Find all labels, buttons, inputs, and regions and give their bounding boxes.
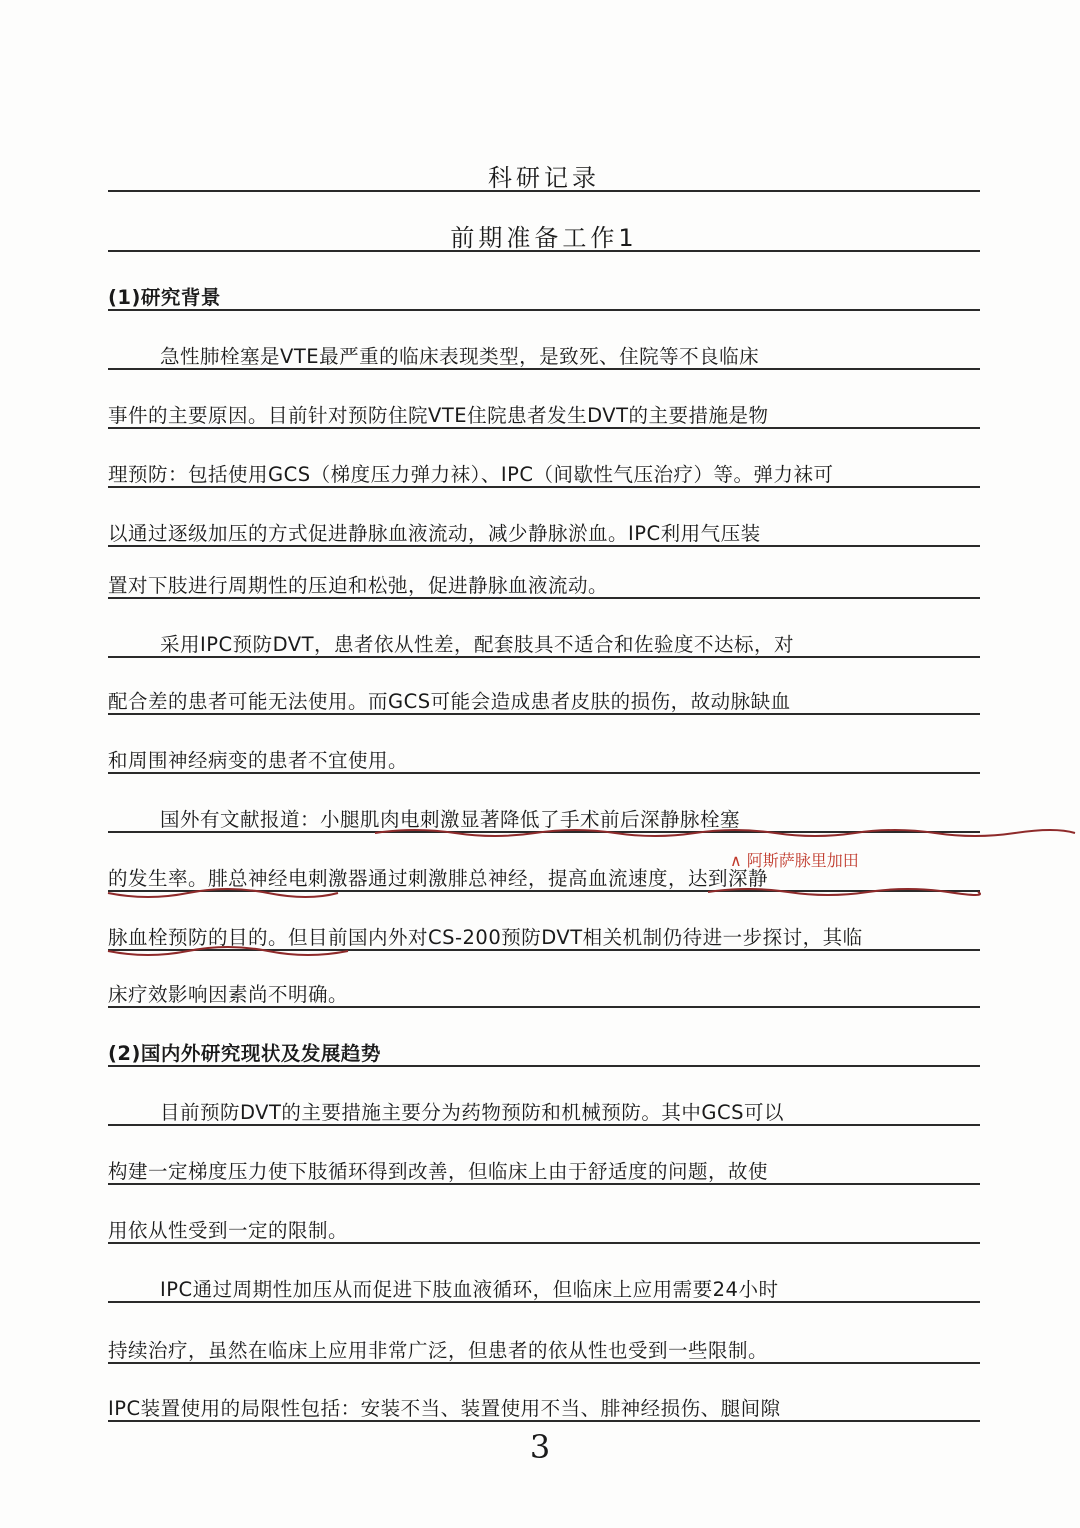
text-line: 理预防：包括使用GCS（梯度压力弹力袜）、IPC（间歇性气压治疗）等。弹力袜可 bbox=[108, 463, 834, 486]
section-heading: (2)国内外研究现状及发展趋势 bbox=[108, 1042, 381, 1065]
page-title: 科研记录 bbox=[488, 164, 600, 192]
text-line: IPC装置使用的局限性包括：安装不当、装置使用不当、腓神经损伤、腿间隙 bbox=[108, 1397, 781, 1420]
text-line: 以通过逐级加压的方式促进静脉血液流动，减少静脉淤血。IPC利用气压装 bbox=[108, 522, 761, 545]
text-line: 构建一定梯度压力使下肢循环得到改善，但临床上由于舒适度的问题，故使 bbox=[108, 1160, 769, 1183]
page-subtitle: 前期准备工作1 bbox=[450, 224, 638, 252]
text-line: 配合差的患者可能无法使用。而GCS可能会造成患者皮肤的损伤，故动脉缺血 bbox=[108, 690, 791, 713]
text-line: 事件的主要原因。目前针对预防住院VTE住院患者发生DVT的主要措施是物 bbox=[108, 404, 769, 427]
text-line: 用依从性受到一定的限制。 bbox=[108, 1219, 349, 1242]
text-line: 持续治疗，虽然在临床上应用非常广泛，但患者的依从性也受到一些限制。 bbox=[108, 1339, 769, 1362]
section-heading: (1)研究背景 bbox=[108, 286, 221, 309]
margin-note: ∧ 阿斯萨脉里加田 bbox=[730, 851, 859, 870]
text-line: 采用IPC预防DVT，患者依从性差，配套肢具不适合和佐验度不达标，对 bbox=[160, 633, 795, 656]
text-line: 和周围神经病变的患者不宜使用。 bbox=[108, 749, 409, 772]
text-line: 床疗效影响因素尚不明确。 bbox=[108, 983, 349, 1006]
text-line: IPC通过周期性加压从而促进下肢血液循环，但临床上应用需要24小时 bbox=[160, 1278, 779, 1301]
text-line: 的发生率。腓总神经电刺激器通过刺激腓总神经，提高血流速度，达到深静 bbox=[108, 867, 769, 890]
text-line: 国外有文献报道：小腿肌肉电刺激显著降低了手术前后深静脉栓塞 bbox=[160, 808, 741, 831]
text-line: 置对下肢进行周期性的压迫和松弛，促进静脉血液流动。 bbox=[108, 574, 609, 597]
text-line: 目前预防DVT的主要措施主要分为药物预防和机械预防。其中GCS可以 bbox=[160, 1101, 785, 1124]
text-line: 急性肺栓塞是VTE最严重的临床表现类型，是致死、住院等不良临床 bbox=[160, 345, 760, 368]
page-number: 3 bbox=[529, 1428, 551, 1466]
text-line: 脉血栓预防的目的。但目前国内外对CS-200预防DVT相关机制仍待进一步探讨，其临 bbox=[108, 926, 863, 949]
